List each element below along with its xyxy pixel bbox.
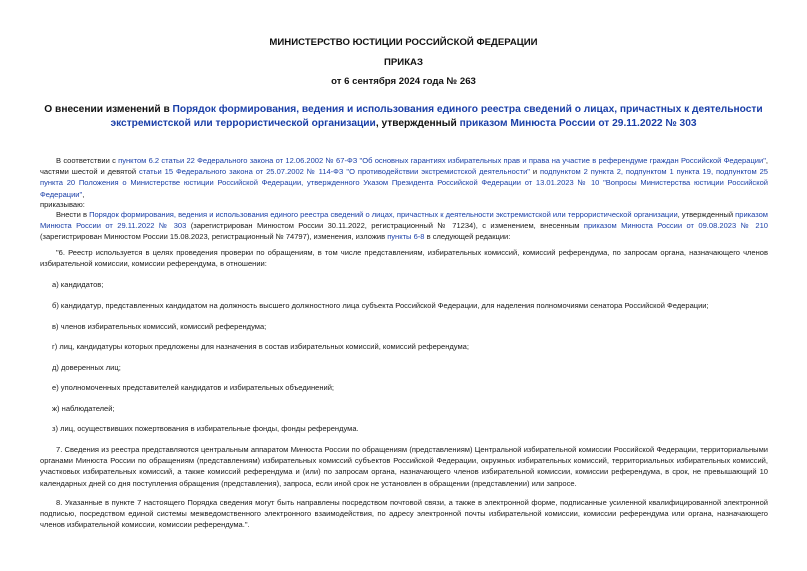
- intro-text: (зарегистрирован Минюстом России 30.11.2022, регистрационный № 71234), с изменением, внесенным: [186, 221, 584, 231]
- link-order-303[interactable]: приказом Минюста России от 29.11.2022 № 303: [40, 210, 768, 231]
- list-item-g: г) лиц, кандидатуры которых предложены для назначения в состав избирательных комиссий, комиссий референдума;: [52, 342, 469, 351]
- title-link-procedure[interactable]: Порядок формирования, ведения и использования единого реестра сведений о лицах, причастных к деятельности экстремистской или террористической организации: [110, 104, 763, 129]
- preamble-text: ,: [82, 189, 85, 199]
- link-law-114[interactable]: статьи 15 Федерального закона от 25.07.2002 № 114-ФЗ "О противодействии экстремистской деятельности": [138, 167, 530, 177]
- link-regulation[interactable]: подпунктом 2 пункта 2, подпунктом 1 пункта 19, подпунктом 25 пункта 20 Положения о Министерстве юстиции Российской Федерации, утвержденного Указом Президента Российской Федерации от 13.01.2023 № 10 "Вопросы Министерства юстиции Российской Федерации": [40, 167, 768, 199]
- intro-text: (зарегистрирован Минюстом России 15.08.2023, регистрационный № 74797), изменения, изложив: [40, 232, 388, 242]
- preamble-text: , частями шестой и девятой: [40, 156, 768, 177]
- link-points-6-8[interactable]: пункты 6-8: [387, 232, 425, 242]
- order-word: приказываю:: [40, 200, 85, 209]
- title-link-order[interactable]: приказом Минюста России от 29.11.2022 № 303: [459, 118, 697, 129]
- list-item-b: б) кандидатур, представленных кандидатом на должность высшего должностного лица субъекта Российской Федерации, для наделения полномочиями сенатора Российской Федерации;: [52, 301, 709, 310]
- intro-paragraph: [40, 209, 768, 243]
- list-item-z: з) лиц, осуществивших пожертвования в избирательные фонды, фонды референдума.: [52, 424, 359, 433]
- preamble-paragraph: [40, 155, 768, 200]
- ministry-heading: МИНИСТЕРСТВО ЮСТИЦИИ РОССИЙСКОЙ ФЕДЕРАЦИИ: [269, 37, 538, 48]
- intro-text: в следующей редакции:: [424, 232, 511, 242]
- document-title: [40, 103, 767, 131]
- list-item-zh: ж) наблюдателей;: [52, 404, 115, 413]
- link-order-210[interactable]: приказом Минюста России от 09.08.2023 № 210: [583, 221, 768, 231]
- doc-type-heading: ПРИКАЗ: [384, 57, 423, 68]
- preamble-text: и: [529, 167, 541, 177]
- link-procedure[interactable]: Порядок формирования, ведения и использования единого реестра сведений о лицах, причастных к деятельности экстремистской или террористической организации: [89, 210, 678, 219]
- paragraph-6: "6. Реестр используется в целях проведения проверки по обращениям, в том числе представлениям, избирательных комиссий, комиссий референдума, по запросам органа, назначающего членов избирательной комиссии, комиссии референдума, в отношении:: [40, 248, 768, 269]
- title-text: , утвержденный: [375, 118, 460, 129]
- intro-text: Внести в: [56, 210, 90, 219]
- list-item-a: а) кандидатов;: [52, 280, 104, 289]
- link-law-67[interactable]: пунктом 6.2 статьи 22 Федерального закона от 12.06.2002 № 67-ФЗ "Об основных гарантиях избирательных прав и права на участие в референдуме граждан Российской Федерации": [118, 156, 766, 165]
- preamble-text: В соответствии с: [56, 156, 119, 165]
- intro-text: , утвержденный: [677, 210, 736, 219]
- list-item-v: в) членов избирательных комиссий, комиссий референдума;: [52, 322, 267, 331]
- title-text: О внесении изменений в: [44, 104, 173, 115]
- list-item-e: е) уполномоченных представителей кандидатов и избирательных объединений;: [52, 383, 335, 392]
- paragraph-8: 8. Указанные в пункте 7 настоящего Порядка сведения могут быть направлены посредством почтовой связи, а также в электронной форме, подписанные усиленной квалифицированной электронной подписью, посредством единой системы межведомственного электронного взаимодействия, по адресу электронной почты избирательной комиссии, комиссии референдума или органа, назначающего членов избирательной комиссии, комиссии референдума.".: [40, 498, 768, 530]
- paragraph-7: 7. Сведения из реестра представляются центральным аппаратом Минюста России по обращениям (представлениям) Центральной избирательной комиссии Российской Федерации, территориальными органами Минюста России по обращениям (представлениям) избирательных комиссий субъектов Российской Федерации, окружных избирательных комиссий, территориальных избирательных комиссий, участковых избирательных комиссий, а также комиссий референдума и (или) по запросам органа, назначающего членов избирательной комиссии, комиссии референдума, в срок, не превышающий 10 календарных дней со дня поступления обращения (представления), запроса, если иной срок не установлен в обращении (представлении) или запросе.: [40, 445, 768, 488]
- list-item-d: д) доверенных лиц;: [52, 363, 121, 372]
- date-number-heading: от 6 сентября 2024 года № 263: [331, 76, 476, 87]
